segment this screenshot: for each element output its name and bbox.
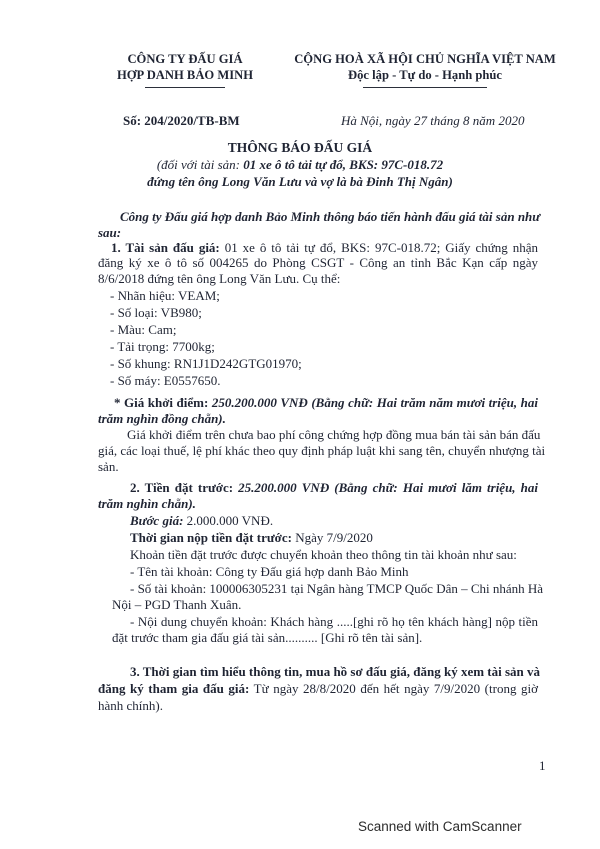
asset-payload: - Tải trọng: 7700kg; [110, 339, 215, 354]
transfer-intro: Khoản tiền đặt trước được chuyển khoản theo thông tin tài khoản như sau: [130, 547, 517, 562]
country-name: CỘNG HOÀ XÃ HỘI CHỦ NGHĨA VIỆT NAM [294, 52, 556, 66]
section3-line1: 3. Thời gian tìm hiểu thông tin, mua hồ sơ đấu giá, đăng ký xem tài sản và [130, 664, 541, 679]
motto-underline [363, 87, 487, 88]
transfer-content-line1: - Nội dung chuyển khoản: Khách hàng .....[ghi rõ họ tên khách hàng] nộp tiền [130, 614, 538, 629]
price-note-line3: sản. [98, 459, 119, 474]
starting-price-line2: trăm nghìn đồng chẵn). [98, 411, 226, 426]
document-number: Số: 204/2020/TB-BM [123, 113, 240, 128]
starting-price-line1: * Giá khởi điểm: 250.200.000 VNĐ (Bằng chữ: Hai trăm năm mươi triệu, hai [114, 395, 539, 410]
transfer-content-line2: đặt trước tham gia đấu giá tài sản.......... [Ghi rõ tên tài sản]. [112, 630, 423, 645]
account-number-line1: - Số tài khoản: 100006305231 tại Ngân hàng TMCP Quốc Dân – Chi nhánh Hà [130, 581, 544, 596]
asset-chassis-number: - Số khung: RN1J1D242GTG01970; [110, 356, 302, 371]
scanner-watermark: Scanned with CamScanner [358, 819, 522, 834]
section1-line1: 1. Tài sản đấu giá: 01 xe ô tô tải tự đổ, BKS: 97C-018.72; Giấy chứng nhận [111, 240, 538, 255]
page-number: 1 [539, 758, 546, 773]
company-underline [145, 87, 225, 88]
asset-model: - Số loại: VB980; [110, 305, 202, 320]
deposit-line2: trăm nghìn chẵn). [98, 496, 196, 511]
document-subtitle-line1: (đối với tài sản: 01 xe ô tô tải tự đổ, BKS: 97C-018.72 [156, 157, 444, 172]
section1-line3: 8/6/2018 đứng tên ông Long Văn Lưu. Cụ thể: [98, 271, 341, 286]
asset-brand: - Nhãn hiệu: VEAM; [110, 288, 220, 303]
company-name-line2: HỢP DANH BẢO MINH [116, 68, 254, 82]
asset-engine-number: - Số máy: E0557650. [110, 373, 221, 388]
section3-line2: đăng ký tham gia đấu giá: Từ ngày 28/8/2020 đến hết ngày 7/9/2020 (trong giờ [98, 681, 538, 696]
bid-step: Bước giá: 2.000.000 VNĐ. [130, 513, 274, 528]
section1-line2: đăng ký xe ô tô số 004265 do Phòng CSGT - Công an tỉnh Bắc Kạn cấp ngày [98, 255, 538, 270]
price-note-line2: giá, các loại thuế, lệ phí khác theo quy định pháp luật khi sang tên, chuyển nhượng tài [98, 443, 546, 458]
account-name: - Tên tài khoản: Công ty Đấu giá hợp danh Bảo Minh [130, 564, 409, 579]
document-subtitle-line2: đứng tên ông Long Văn Lưu và vợ là bà Đinh Thị Ngân) [147, 174, 453, 189]
place-and-date: Hà Nội, ngày 27 tháng 8 năm 2020 [341, 113, 525, 128]
national-motto: Độc lập - Tự do - Hạnh phúc [348, 68, 502, 82]
intro-line1: Công ty Đấu giá hợp danh Bảo Minh thông báo tiến hành đấu giá tài sản như [120, 209, 541, 224]
intro-line2: sau: [98, 225, 122, 240]
asset-color: - Màu: Cam; [110, 322, 177, 337]
deposit-deadline: Thời gian nộp tiền đặt trước: Ngày 7/9/2020 [130, 530, 373, 545]
document-title: THÔNG BÁO ĐẤU GIÁ [227, 140, 373, 155]
price-note-line1: Giá khởi điểm trên chưa bao phí công chứng hợp đồng mua bán tài sản bán đấu [127, 427, 541, 442]
section3-line3: hành chính). [98, 698, 163, 713]
deposit-line1: 2. Tiền đặt trước: 25.200.000 VNĐ (Bằng chữ: Hai mươi lăm triệu, hai [130, 480, 538, 495]
company-name-line1: CÔNG TY ĐẤU GIÁ [127, 52, 243, 66]
account-number-line2: Nội – PGD Thanh Xuân. [112, 597, 242, 612]
